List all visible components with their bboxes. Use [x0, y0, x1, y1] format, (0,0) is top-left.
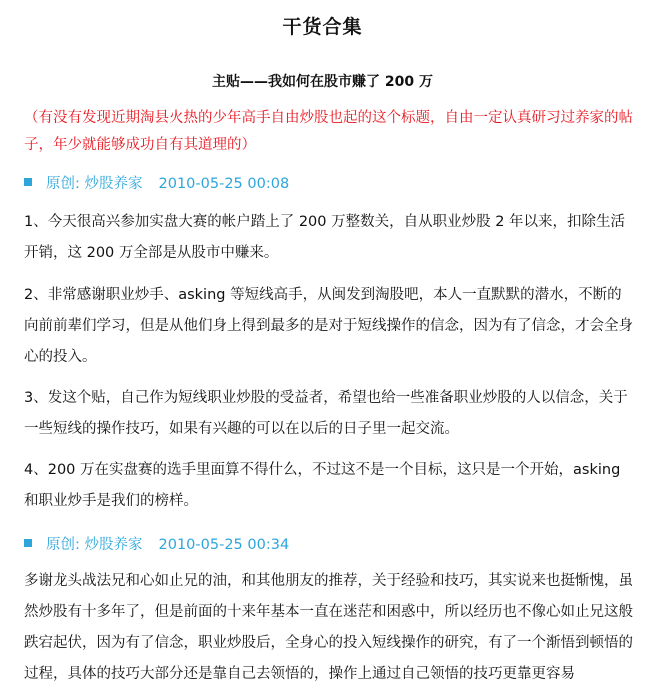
post-paragraph: 多谢龙头战法兄和心如止兄的油，和其他朋友的推荐，关于经验和技巧，其实说来也挺惭愧，虽然炒股有十多年了，但是前面的十来年基本一直在迷茫和困惑中，所以经历也不像心如止兄这般跌宕起伏，因为有了信念，职业炒股后，全身心的投入短线操作的研究，有了一个渐悟到顿悟的过程，具体的技巧大部分还是靠自己去领悟的，操作上通过自己领悟的技巧更靠更容易	[24, 573, 633, 682]
post-time: 2010-05-25 00:34	[158, 537, 290, 553]
post-paragraph: 1、今天很高兴参加实盘大赛的帐户踏上了 200 万整数关，自从职业炒股 2 年以来，扣除生活开销，这 200 万全部是从股市中赚来。	[24, 214, 626, 261]
square-bullet-icon	[24, 539, 32, 547]
square-bullet-icon	[24, 178, 32, 186]
intro-note: （有没有发现近期淘县火热的少年高手自由炒股也起的这个标题，自由一定认真研习过养家的帖子，年少就能够成功自有其道理的）	[24, 110, 633, 153]
post-author: 原创: 炒股养家	[46, 537, 143, 553]
post-author: 原创: 炒股养家	[46, 176, 143, 192]
post-header	[24, 172, 289, 193]
post-paragraph: 2、非常感谢职业炒手、asking 等短线高手，从闽发到淘股吧，本人一直默默的潜水，不断的向前前辈们学习，但是从他们身上得到最多的是对于短线操作的信念，因为有了信念，才会全身心的投入。	[24, 287, 633, 365]
post-paragraph: 3、发这个贴，自己作为短线职业炒股的受益者，希望也给一些准备职业炒股的人以信念，关于一些短线的操作技巧，如果有兴趣的可以在以后的日子里一起交流。	[24, 390, 628, 437]
post-subtitle: 主贴——我如何在股市赚了 200 万	[212, 74, 433, 90]
post-time: 2010-05-25 00:08	[158, 176, 290, 192]
document-title: 干货合集	[282, 16, 363, 38]
post-header	[24, 533, 289, 554]
post-paragraph: 4、200 万在实盘赛的选手里面算不得什么，不过这不是一个目标，这只是一个开始，asking 和职业炒手是我们的榜样。	[24, 462, 621, 509]
